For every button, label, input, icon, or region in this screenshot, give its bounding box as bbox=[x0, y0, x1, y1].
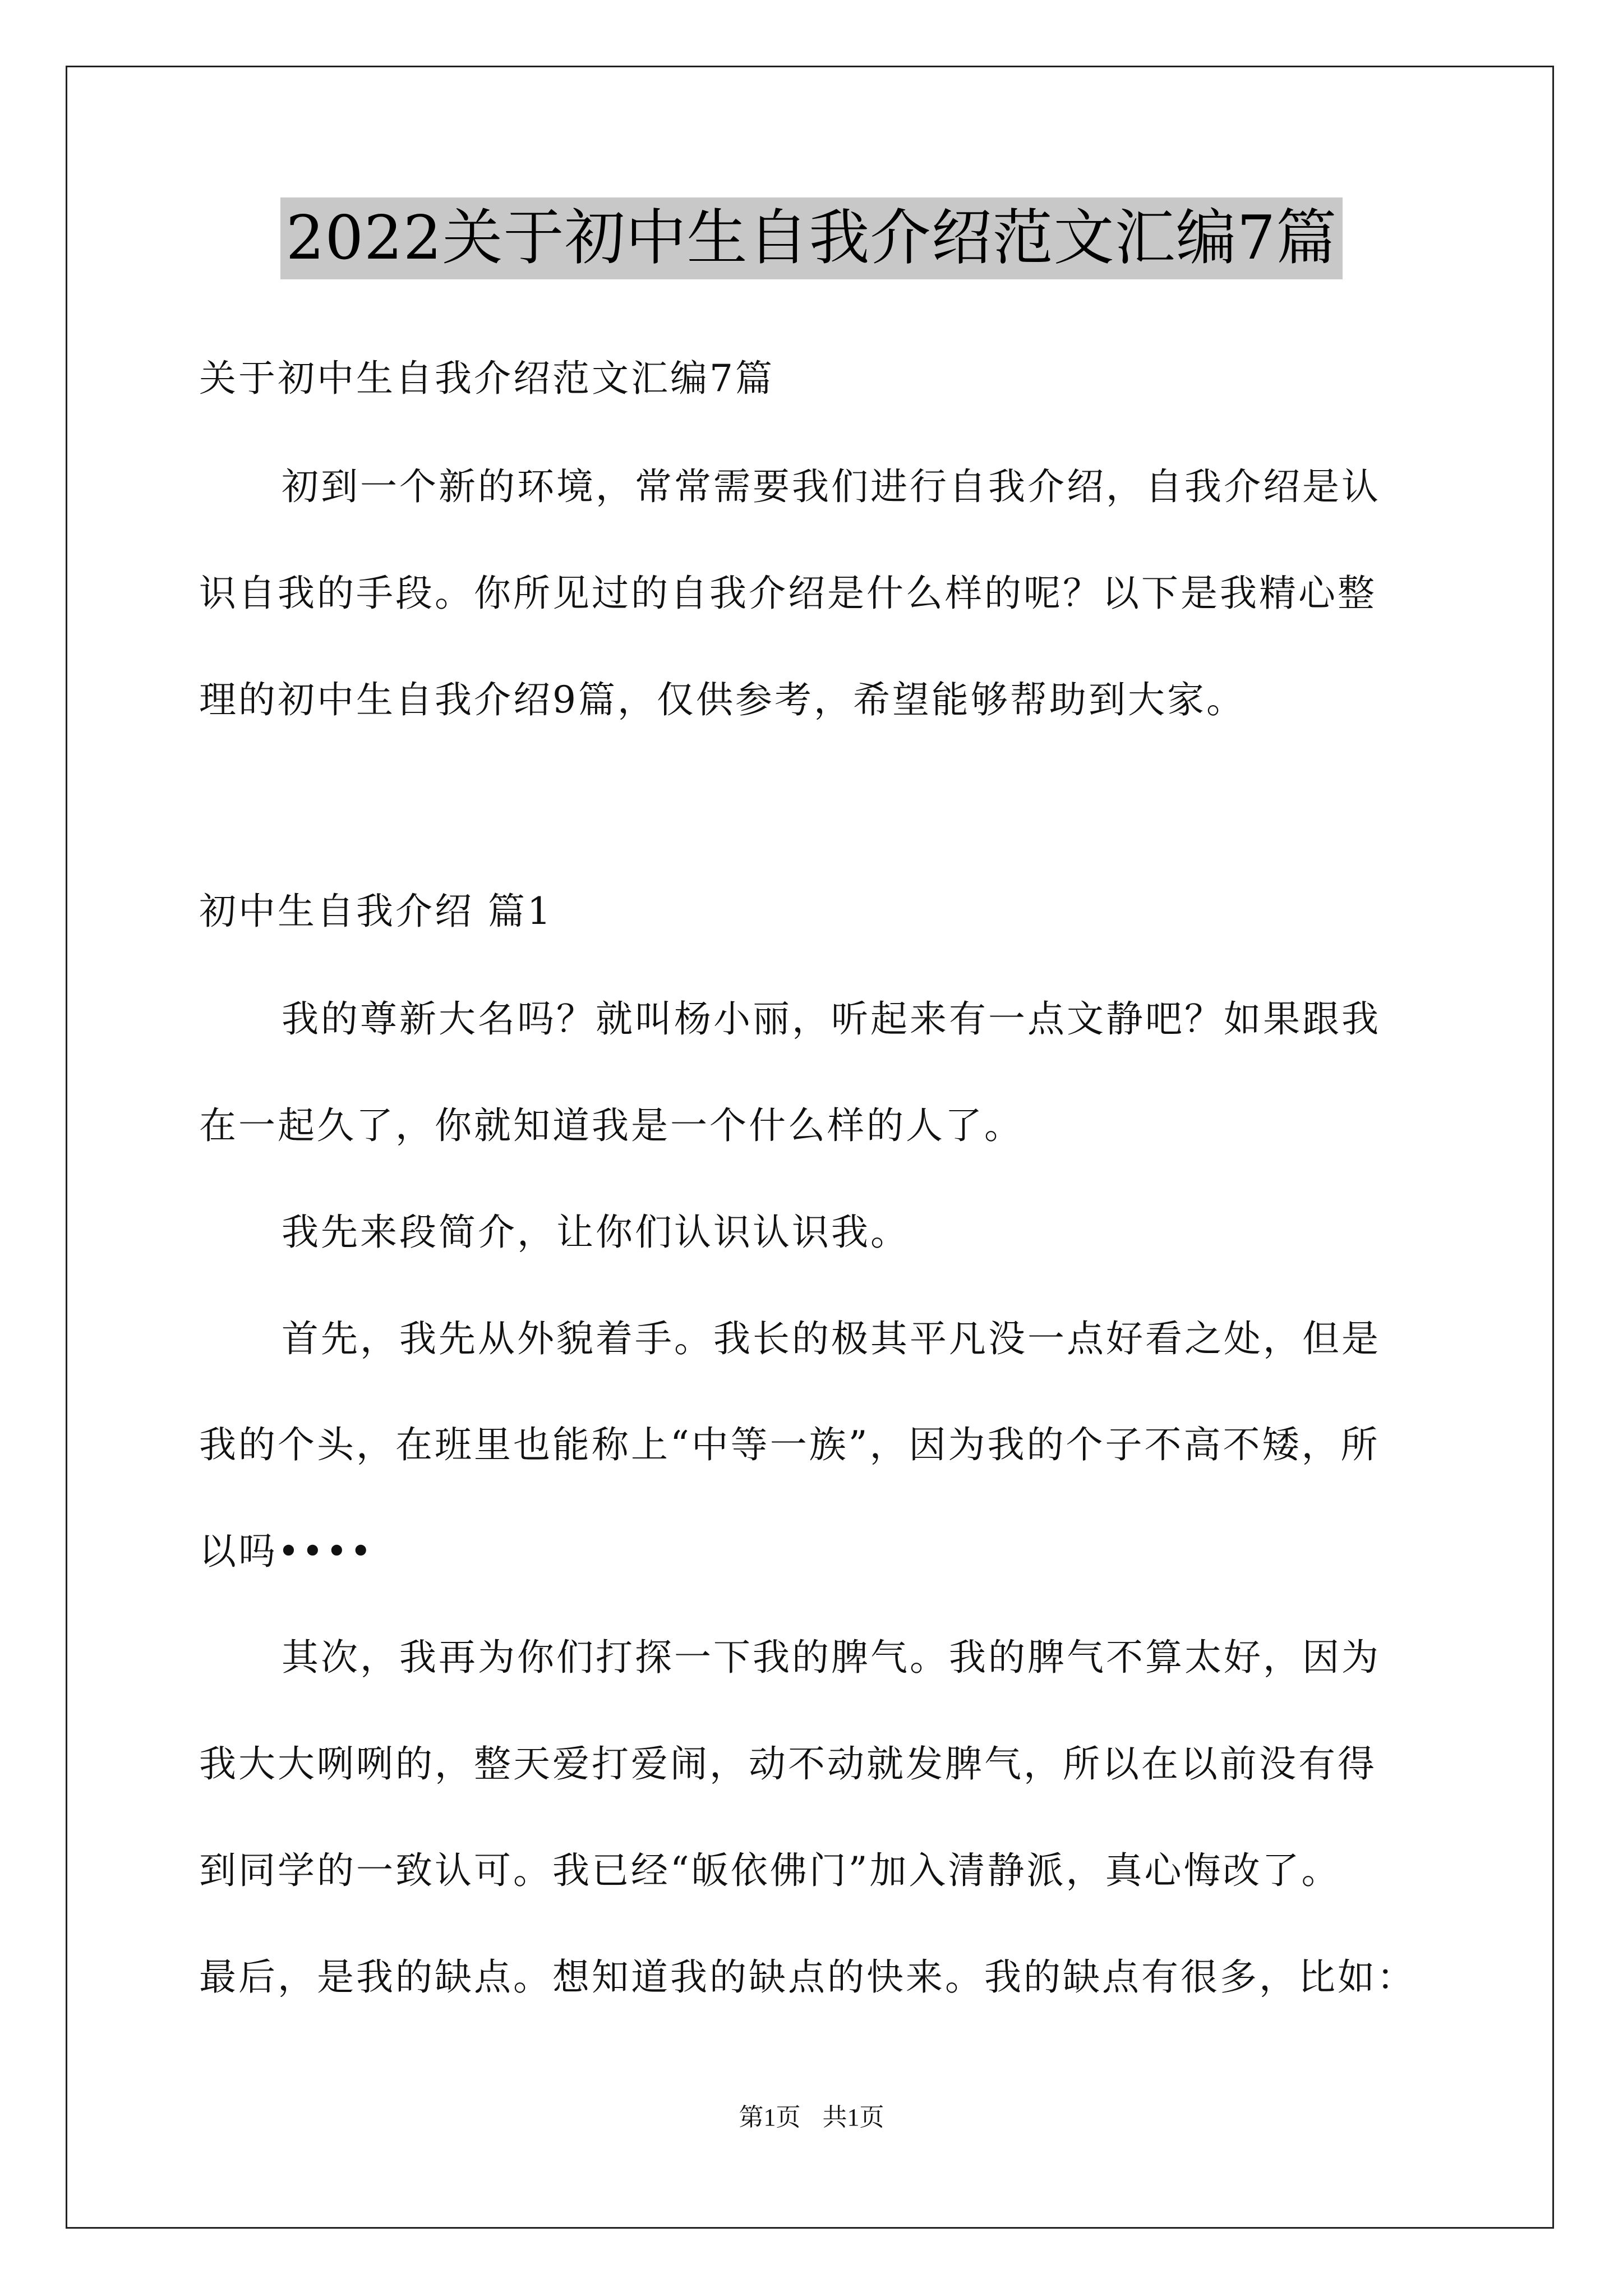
intro-line-2: 识自我的手段。你所见过的自我介绍是什么样的呢？以下是我精心整 bbox=[199, 572, 1377, 615]
section-heading: 初中生自我介绍 篇1 bbox=[199, 890, 553, 933]
page-total: 共1页 bbox=[822, 2104, 884, 2131]
document-title: 2022关于初中生自我介绍范文汇编7篇 bbox=[280, 197, 1343, 279]
body-line-10: 最后，是我的缺点。想知道我的缺点的快来。我的缺点有很多，比如： bbox=[199, 1955, 1416, 1999]
title-container bbox=[0, 197, 1623, 279]
page-number: 第1页 bbox=[739, 2104, 801, 2131]
body-line-4: 首先，我先从外貌着手。我长的极其平凡没一点好看之处，但是 bbox=[282, 1317, 1381, 1360]
body-line-9: 到同学的一致认可。我已经“皈依佛门”加入清静派，真心悔改了。 bbox=[199, 1849, 1341, 1892]
intro-line-3: 理的初中生自我介绍9篇，仅供参考，希望能够帮助到大家。 bbox=[199, 678, 1246, 721]
body-line-1: 我的尊新大名吗？就叫杨小丽，听起来有一点文静吧？如果跟我 bbox=[282, 997, 1381, 1041]
body-line-3: 我先来段简介，让你们认识认识我。 bbox=[282, 1211, 910, 1254]
body-line-8: 我大大咧咧的，整天爱打爱闹，动不动就发脾气，所以在以前没有得 bbox=[199, 1742, 1377, 1786]
document-subtitle: 关于初中生自我介绍范文汇编7篇 bbox=[199, 357, 774, 400]
body-line-6: 以吗•••• bbox=[199, 1530, 374, 1573]
page-footer bbox=[0, 2101, 1623, 2134]
body-line-2: 在一起久了，你就知道我是一个什么样的人了。 bbox=[199, 1104, 1023, 1147]
body-line-7: 其次，我再为你们打探一下我的脾气。我的脾气不算太好，因为 bbox=[282, 1636, 1381, 1679]
body-line-5: 我的个头，在班里也能称上“中等一族”，因为我的个子不高不矮，所 bbox=[199, 1423, 1380, 1466]
intro-line-1: 初到一个新的环境，常常需要我们进行自我介绍，自我介绍是认 bbox=[282, 465, 1381, 508]
